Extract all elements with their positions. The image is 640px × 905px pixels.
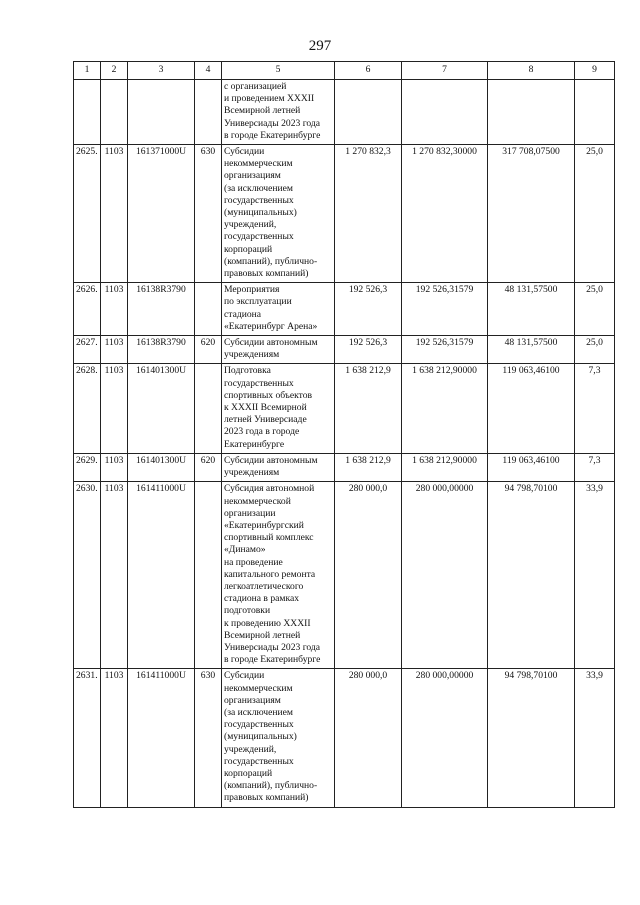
- cell-code: [128, 145, 195, 283]
- cell-num-text: 2625.: [76, 146, 98, 158]
- table-row: [74, 453, 615, 481]
- cell-section: [101, 80, 128, 145]
- cell-v8: [488, 482, 575, 669]
- column-header: 7: [402, 62, 488, 80]
- cell-v7-text: 192 526,31579: [415, 337, 474, 349]
- cell-v8: [488, 145, 575, 283]
- cell-v9-text: 7,3: [588, 454, 601, 466]
- cell-v8-text: 119 063,46100: [502, 365, 560, 377]
- cell-code-text: 161371000U: [135, 146, 187, 158]
- cell-v6: [335, 283, 402, 336]
- cell-name-text: Субсидия автономной некоммерческой организации «Екатеринбургский спортивный комплекс «Динамо» на проведение капитального ремонта легкоатлетического стадиона в рамках подготовки к проведению XXXII Всемирной летней Универсиады 2023 года в городе Екатеринбурге: [224, 483, 321, 666]
- cell-num-text: 2629.: [76, 454, 98, 466]
- cell-num-text: 2626.: [76, 284, 98, 296]
- cell-name: [222, 80, 335, 145]
- cell-v7: [402, 669, 488, 807]
- cell-v6: [335, 145, 402, 283]
- cell-v9: [575, 364, 615, 453]
- cell-v7: [402, 453, 488, 481]
- cell-name-text: Субсидии некоммерческим организациям (за исключением государственных (муниципальных) учреждений, государственных корпораций (компаний), публично- правовых компаний): [224, 146, 318, 280]
- cell-v9-text: 25,0: [586, 284, 603, 296]
- cell-code-text: 16138R3790: [136, 337, 186, 349]
- cell-v8: [488, 364, 575, 453]
- table-row: [74, 145, 615, 283]
- cell-v6-text: 280 000,0: [348, 670, 388, 682]
- cell-v8-text: 48 131,57500: [504, 337, 558, 349]
- cell-section-text: 1103: [104, 146, 124, 158]
- column-header: 5: [222, 62, 335, 80]
- cell-code: [128, 669, 195, 807]
- cell-v8-text: 119 063,46100: [502, 454, 560, 466]
- column-header: 6: [335, 62, 402, 80]
- cell-code-text: 161411000U: [136, 670, 186, 682]
- cell-num: [74, 669, 101, 807]
- cell-v6-text: 1 638 212,9: [345, 454, 391, 466]
- cell-v9: [575, 80, 615, 145]
- cell-v9: [575, 283, 615, 336]
- cell-section-text: 1103: [104, 337, 124, 349]
- cell-v9-text: 33,9: [586, 670, 603, 682]
- header-row: [74, 62, 615, 80]
- cell-v6: [335, 669, 402, 807]
- cell-num: [74, 336, 101, 364]
- cell-v9: [575, 482, 615, 669]
- cell-v6: [335, 80, 402, 145]
- table-row: [74, 283, 615, 336]
- cell-name-text: Мероприятия по эксплуатации стадиона «Екатеринбург Арена»: [224, 284, 318, 332]
- cell-section-text: 1103: [104, 454, 124, 466]
- cell-num: [74, 80, 101, 145]
- cell-name: [222, 482, 335, 669]
- cell-v7-text: 1 638 212,90000: [412, 365, 477, 377]
- cell-name: [222, 669, 335, 807]
- cell-v7: [402, 336, 488, 364]
- cell-v6: [335, 453, 402, 481]
- cell-section-text: 1103: [104, 670, 124, 682]
- cell-v6: [335, 364, 402, 453]
- cell-code-text: 161401300U: [135, 454, 187, 466]
- cell-code: [128, 283, 195, 336]
- cell-name-text: Субсидии некоммерческим организациям (за исключением государственных (муниципальных) учреждений, государственных корпораций (компаний), публично- правовых компаний): [224, 670, 318, 804]
- cell-v6-text: 1 270 832,3: [345, 146, 391, 158]
- cell-name: [222, 336, 335, 364]
- cell-v8-text: 48 131,57500: [504, 284, 558, 296]
- cell-v7: [402, 145, 488, 283]
- cell-num-text: 2628.: [76, 365, 98, 377]
- cell-code: [128, 364, 195, 453]
- cell-section: [101, 283, 128, 336]
- page-number: 297: [308, 38, 332, 54]
- cell-section: [101, 364, 128, 453]
- cell-v7-text: 1 638 212,90000: [412, 454, 477, 466]
- name-text: с организацией и проведением XXXII Всемирной летней Универсиады 2023 года в городе Екатеринбурге: [224, 81, 321, 141]
- cell-kind: [195, 80, 222, 145]
- cell-code-text: 16138R3790: [136, 284, 186, 296]
- cell-kind: [195, 669, 222, 807]
- cell-v7: [402, 482, 488, 669]
- cell-code-text: 161401300U: [135, 365, 187, 377]
- cell-code: [128, 80, 195, 145]
- column-header: 3: [128, 62, 195, 80]
- cell-v8: [488, 669, 575, 807]
- cell-v6-text: 1 638 212,9: [345, 365, 391, 377]
- cell-name-text: Субсидии автономным учреждениям: [224, 337, 318, 361]
- cell-code: [128, 482, 195, 669]
- cell-v7-text: 280 000,00000: [415, 483, 474, 495]
- cell-code-text: 161411000U: [136, 483, 186, 495]
- cell-v8: [488, 453, 575, 481]
- cell-v6-text: 280 000,0: [348, 483, 388, 495]
- table-row: [74, 669, 615, 807]
- cell-code: [128, 336, 195, 364]
- cell-section: [101, 669, 128, 807]
- cell-v7-text: 280 000,00000: [415, 670, 474, 682]
- cell-v8: [488, 336, 575, 364]
- cell-name: [222, 364, 335, 453]
- column-header: 1: [74, 62, 101, 80]
- cell-num: [74, 145, 101, 283]
- cell-kind: [195, 453, 222, 481]
- cell-kind: [195, 482, 222, 669]
- cell-section: [101, 453, 128, 481]
- cell-v9-text: 25,0: [586, 337, 603, 349]
- cell-num: [74, 453, 101, 481]
- cell-v9-text: 25,0: [586, 146, 603, 158]
- table-row: [74, 482, 615, 669]
- cell-num-text: 2631.: [76, 670, 98, 682]
- cell-name: [222, 453, 335, 481]
- cell-v6: [335, 482, 402, 669]
- cell-section-text: 1103: [104, 483, 124, 495]
- continuation-row: [74, 80, 615, 145]
- cell-num: [74, 482, 101, 669]
- cell-num: [74, 364, 101, 453]
- cell-section-text: 1103: [104, 284, 124, 296]
- cell-kind: [195, 283, 222, 336]
- cell-v8-text: 94 798,70100: [504, 483, 558, 495]
- table-row: [74, 336, 615, 364]
- cell-name-text: Подготовка государственных спортивных объектов к XXXII Всемирной летней Универсиаде 2023 года в городе Екатеринбурге: [224, 365, 313, 450]
- column-header: 8: [488, 62, 575, 80]
- cell-v8-text: 94 798,70100: [504, 670, 558, 682]
- cell-v9-text: 7,3: [588, 365, 601, 377]
- cell-kind: [195, 336, 222, 364]
- cell-v9-text: 33,9: [586, 483, 603, 495]
- cell-v6-text: 192 526,3: [348, 284, 388, 296]
- cell-v6: [335, 336, 402, 364]
- cell-v7-text: 1 270 832,30000: [412, 146, 477, 158]
- cell-v8: [488, 283, 575, 336]
- cell-v8: [488, 80, 575, 145]
- cell-section: [101, 482, 128, 669]
- cell-section: [101, 145, 128, 283]
- cell-kind-text: 620: [200, 454, 216, 466]
- cell-v6-text: 192 526,3: [348, 337, 388, 349]
- cell-v7: [402, 364, 488, 453]
- cell-section: [101, 336, 128, 364]
- cell-num-text: 2630.: [76, 483, 98, 495]
- column-header: 4: [195, 62, 222, 80]
- table-row: [74, 364, 615, 453]
- cell-kind-text: 630: [200, 146, 216, 158]
- cell-v9: [575, 145, 615, 283]
- cell-v9: [575, 453, 615, 481]
- cell-name: [222, 145, 335, 283]
- budget-table: [73, 61, 615, 808]
- cell-v9: [575, 336, 615, 364]
- cell-num-text: 2627.: [76, 337, 98, 349]
- cell-num: [74, 283, 101, 336]
- cell-v7: [402, 80, 488, 145]
- column-header: 2: [101, 62, 128, 80]
- cell-name-text: Субсидии автономным учреждениям: [224, 454, 318, 479]
- cell-kind-text: 630: [200, 670, 216, 682]
- cell-code: [128, 453, 195, 481]
- cell-kind: [195, 145, 222, 283]
- column-header: 9: [575, 62, 615, 80]
- cell-kind-text: 620: [200, 337, 216, 349]
- cell-section-text: 1103: [104, 365, 124, 377]
- cell-v7-text: 192 526,31579: [415, 284, 474, 296]
- cell-v7: [402, 283, 488, 336]
- cell-v8-text: 317 708,07500: [502, 146, 560, 158]
- cell-name: [222, 283, 335, 336]
- cell-v9: [575, 669, 615, 807]
- cell-kind: [195, 364, 222, 453]
